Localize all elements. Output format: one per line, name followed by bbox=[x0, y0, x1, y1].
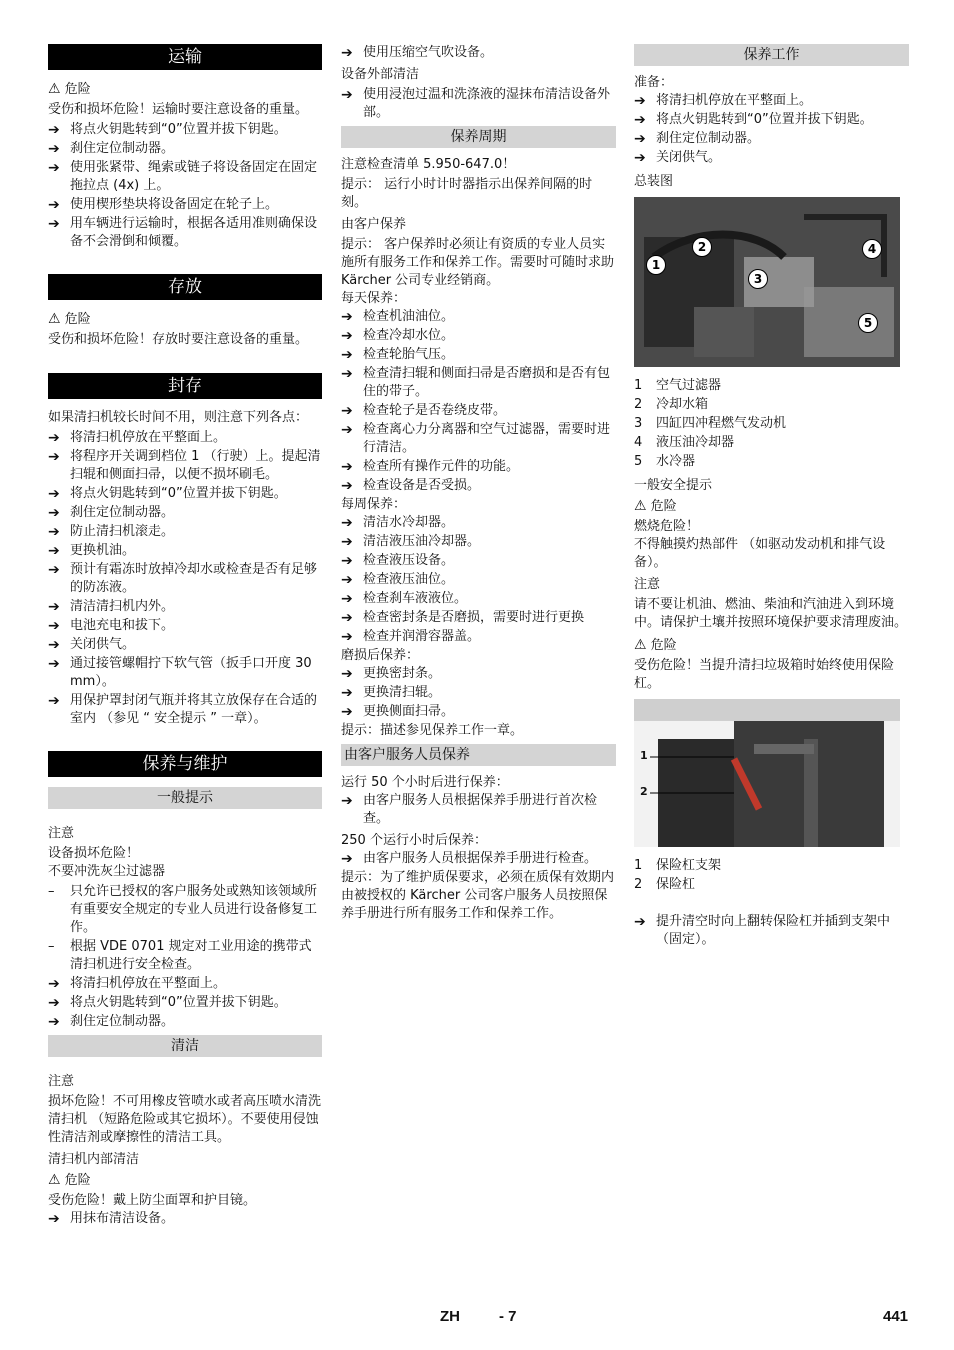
arrow-right-icon: ➔ bbox=[341, 610, 353, 626]
warning-triangle-icon: ⚠ bbox=[48, 81, 61, 97]
list-item: ➔ 通过接管螺帽拧下软气管（扳手口开度 30 mm）。 bbox=[48, 656, 312, 689]
subheading: 准备： bbox=[634, 75, 674, 90]
list-item: ➔ 将点火钥匙转到“0”位置并拔下钥匙。 bbox=[48, 486, 287, 502]
arrow-right-icon: ➔ bbox=[341, 347, 353, 363]
subsection-title-interval: 保养周期 bbox=[341, 126, 616, 148]
arrow-right-icon: ➔ bbox=[341, 666, 353, 682]
subsection-title-general: 一般提示 bbox=[48, 787, 322, 809]
list-item: ➔ 检查液压设备。 bbox=[341, 553, 455, 569]
arrow-right-icon: ➔ bbox=[48, 995, 60, 1011]
warning-triangle-icon: ⚠ bbox=[48, 1172, 61, 1188]
arrow-right-icon: ➔ bbox=[48, 562, 60, 578]
list-item: ➔ 由客户服务人员根据保养手册进行检查。 bbox=[341, 851, 598, 867]
arrow-right-icon: ➔ bbox=[48, 216, 60, 232]
paragraph: 提示：描述参见保养工作一章。 bbox=[341, 723, 524, 738]
list-item: ➔ 检查清扫辊和侧面扫帚是否磨损和是否有包住的带子。 bbox=[341, 366, 611, 399]
list-item: ➔ 关闭供气。 bbox=[48, 637, 136, 653]
subheading: 250 个运行小时后保养： bbox=[341, 833, 487, 848]
list-item: ➔ 检查离心力分离器和空气过滤器，需要时进行清洁。 bbox=[341, 422, 611, 455]
arrow-right-icon: ➔ bbox=[48, 618, 60, 634]
safety-bar-photo bbox=[634, 699, 900, 847]
subheading: 设备外部清洁 bbox=[341, 67, 420, 82]
note-label: 注意 bbox=[48, 1074, 75, 1089]
arrow-right-icon: ➔ bbox=[48, 122, 60, 138]
list-item: ➔ 将点火钥匙转到“0”位置并拔下钥匙。 bbox=[634, 112, 873, 128]
arrow-right-icon: ➔ bbox=[634, 93, 646, 109]
list-item: ➔ 将清扫机停放在平整面上。 bbox=[48, 976, 227, 992]
arrow-right-icon: ➔ bbox=[48, 1014, 60, 1030]
callout-1: 1 bbox=[640, 749, 648, 762]
warning-triangle-icon: ⚠ bbox=[634, 498, 647, 514]
list-item: ➔ 更换机油。 bbox=[48, 543, 136, 559]
list-item: ➔ 用保护罩封闭气瓶并将其立放保存在合适的室内 （参见 “ 安全提示 ” 一章）。 bbox=[48, 693, 318, 726]
danger-text: 受伤危险！当提升清扫垃圾箱时始终使用保险杠。 bbox=[634, 658, 895, 691]
note-label: 注意 bbox=[634, 577, 661, 592]
paragraph: 提示： 运行小时计时器指示出保养间隔的时刻。 bbox=[341, 177, 593, 210]
warning-triangle-icon: ⚠ bbox=[634, 637, 647, 653]
list-item: ➔ 更换侧面扫帚。 bbox=[341, 704, 455, 720]
subheading: 由客户保养 bbox=[341, 217, 407, 232]
list-item: ➔ 用车辆进行运输时，根据各适用准则确保设备不会滑倒和倾覆。 bbox=[48, 216, 318, 249]
subheading: 每周保养： bbox=[341, 497, 407, 512]
arrow-right-icon: ➔ bbox=[48, 449, 60, 465]
note-text: 设备损坏危险！ bbox=[48, 846, 140, 861]
list-item: ➔ 更换清扫辊。 bbox=[341, 685, 442, 701]
footer-lang: ZH bbox=[440, 1308, 460, 1325]
arrow-right-icon: ➔ bbox=[341, 534, 353, 550]
list-item: ➔ 刹住定位制动器。 bbox=[634, 131, 761, 147]
list-item: ➔ 刹住定位制动器。 bbox=[48, 141, 175, 157]
arrow-right-icon: ➔ bbox=[48, 505, 60, 521]
list-item: ➔ 防止清扫机滚走。 bbox=[48, 524, 175, 540]
note-label: 注意 bbox=[48, 826, 75, 841]
arrow-right-icon: ➔ bbox=[634, 150, 646, 166]
danger-notice: ⚠ 危险 bbox=[48, 311, 91, 327]
list-item: ➔ 使用楔形垫块将设备固定在轮子上。 bbox=[48, 197, 279, 213]
footer-page-sub: - 7 bbox=[499, 1308, 517, 1325]
subheading: 一般安全提示 bbox=[634, 478, 713, 493]
arrow-right-icon: ➔ bbox=[634, 914, 646, 930]
subheading: 磨损后保养： bbox=[341, 648, 420, 663]
section-title-maintenance: 保养与维护 bbox=[48, 751, 322, 777]
list-item: ➔ 清洁清扫机内外。 bbox=[48, 599, 175, 615]
list-item: ➔ 将清扫机停放在平整面上。 bbox=[634, 93, 813, 109]
list-item: ➔ 检查刹车液液位。 bbox=[341, 591, 468, 607]
arrow-right-icon: ➔ bbox=[341, 851, 353, 867]
subsection-title-service: 由客户服务人员保养 bbox=[341, 744, 616, 766]
list-item: ➔ 更换密封条。 bbox=[341, 666, 442, 682]
list-item: ➔ 使用浸泡过温和洗涤液的湿抹布清洁设备外部。 bbox=[341, 87, 611, 120]
note-text: 请不要让机油、燃油、柴油和汽油进入到环境中。请保护土壤并按照环境保护要求清理废油。 bbox=[634, 597, 908, 630]
list-item: ➔ 检查密封条是否磨损，需要时进行更换 bbox=[341, 610, 585, 626]
list-item: ➔ 清洁液压油冷却器。 bbox=[341, 534, 481, 550]
arrow-right-icon: ➔ bbox=[341, 366, 353, 382]
arrow-right-icon: ➔ bbox=[634, 131, 646, 147]
arrow-right-icon: ➔ bbox=[341, 591, 353, 607]
paragraph: 提示： 客户保养时必须让有资质的专业人员实施所有服务工作和保养工作。需要时可随时求助 Kärcher 公司专业经销商。 bbox=[341, 237, 615, 288]
callout-5: 5 bbox=[858, 313, 878, 333]
arrow-right-icon: ➔ bbox=[341, 685, 353, 701]
list-item: ➔ 关闭供气。 bbox=[634, 150, 722, 166]
legend-item: 5 水冷器 bbox=[634, 454, 696, 469]
arrow-right-icon: ➔ bbox=[341, 459, 353, 475]
arrow-right-icon: ➔ bbox=[48, 656, 60, 672]
danger-notice: ⚠ 危险 bbox=[634, 498, 677, 514]
arrow-right-icon: ➔ bbox=[341, 572, 353, 588]
paragraph: 提示：为了维护质保要求，必须在质保有效期内由被授权的 Kärcher 公司客户服务人员按照保养手册进行所有服务工作和保养工作。 bbox=[341, 870, 615, 921]
legend-item: 3 四缸四冲程燃气发动机 bbox=[634, 416, 787, 431]
list-item: ➔ 提升清空时向上翻转保险杠并插到支架中 （固定）。 bbox=[634, 914, 891, 947]
arrow-right-icon: ➔ bbox=[341, 478, 353, 494]
subsection-title-cleaning: 清洁 bbox=[48, 1035, 322, 1057]
arrow-right-icon: ➔ bbox=[48, 693, 60, 709]
arrow-right-icon: ➔ bbox=[48, 599, 60, 615]
list-item: – 只允许已授权的客户服务处或熟知该领域所有重要安全规定的专业人员进行设备修复工作。 bbox=[48, 884, 318, 935]
column-left bbox=[48, 44, 322, 1229]
warning-triangle-icon: ⚠ bbox=[48, 311, 61, 327]
list-item: – 根据 VDE 0701 规定对工业用途的携带式清扫机进行安全检查。 bbox=[48, 939, 312, 972]
danger-text: 不得触摸灼热部件 （如驱动发动机和排气设备）。 bbox=[634, 537, 886, 570]
legend-item: 2 保险杠 bbox=[634, 877, 696, 892]
note-text: 损坏危险！不可用橡皮管喷水或者高压喷水清洗清扫机 （短路危险或其它损坏）。不要使用侵蚀性清洁剂或摩擦性的清洁工具。 bbox=[48, 1094, 322, 1145]
callout-3: 3 bbox=[748, 269, 768, 289]
legend-item: 4 液压油冷却器 bbox=[634, 435, 735, 450]
list-item: ➔ 由客户服务人员根据保养手册进行首次检查。 bbox=[341, 793, 598, 826]
list-item: ➔ 检查所有操作元件的功能。 bbox=[341, 459, 520, 475]
arrow-right-icon: ➔ bbox=[341, 553, 353, 569]
list-item: ➔ 将清扫机停放在平整面上。 bbox=[48, 430, 227, 446]
arrow-right-icon: ➔ bbox=[341, 309, 353, 325]
arrow-right-icon: ➔ bbox=[341, 515, 353, 531]
arrow-right-icon: ➔ bbox=[48, 160, 60, 176]
arrow-right-icon: ➔ bbox=[48, 141, 60, 157]
section-title-transport: 运输 bbox=[48, 44, 322, 70]
list-item: ➔ 使用张紧带、绳索或链子将设备固定在固定拖拉点 (4x) 上。 bbox=[48, 160, 318, 193]
list-item: ➔ 刹住定位制动器。 bbox=[48, 1014, 175, 1030]
arrow-right-icon: ➔ bbox=[48, 197, 60, 213]
arrow-right-icon: ➔ bbox=[341, 793, 353, 809]
legend-item: 2 冷却水箱 bbox=[634, 397, 709, 412]
list-item: ➔ 检查液压油位。 bbox=[341, 572, 455, 588]
list-item: ➔ 预计有霜冻时放掉冷却水或检查是否有足够的防冻液。 bbox=[48, 562, 318, 595]
arrow-right-icon: ➔ bbox=[48, 1211, 60, 1227]
footer-page-number: 441 bbox=[883, 1308, 909, 1325]
callout-2: 2 bbox=[692, 237, 712, 257]
list-item: ➔ 检查机油油位。 bbox=[341, 309, 455, 325]
arrow-right-icon: ➔ bbox=[48, 637, 60, 653]
legend-item: 1 保险杠支架 bbox=[634, 858, 722, 873]
list-item: ➔ 检查并润滑容器盖。 bbox=[341, 629, 481, 645]
arrow-right-icon: ➔ bbox=[634, 112, 646, 128]
list-item: ➔ 将点火钥匙转到“0”位置并拔下钥匙。 bbox=[48, 122, 287, 138]
arrow-right-icon: ➔ bbox=[341, 403, 353, 419]
arrow-right-icon: ➔ bbox=[341, 704, 353, 720]
column-right bbox=[634, 44, 909, 950]
list-item: ➔ 使用压缩空气吹设备。 bbox=[341, 45, 494, 61]
danger-notice: ⚠ 危险 bbox=[48, 81, 91, 97]
callout-2: 2 bbox=[640, 785, 648, 798]
legend-item: 1 空气过滤器 bbox=[634, 378, 722, 393]
arrow-right-icon: ➔ bbox=[341, 45, 353, 61]
list-item: ➔ 电池充电和拔下。 bbox=[48, 618, 175, 634]
danger-text: 受伤和损坏危险！存放时要注意设备的重量。 bbox=[48, 332, 309, 347]
callout-4: 4 bbox=[862, 239, 882, 259]
subheading: 总装图 bbox=[634, 174, 674, 189]
arrow-right-icon: ➔ bbox=[48, 430, 60, 446]
note-text: 不要冲洗灰尘过滤器 bbox=[48, 864, 166, 879]
list-item: ➔ 检查设备是否受损。 bbox=[341, 478, 481, 494]
list-item: ➔ 刹住定位制动器。 bbox=[48, 505, 175, 521]
safety-bar-illustration bbox=[634, 699, 900, 847]
danger-notice: ⚠ 危险 bbox=[48, 1172, 91, 1188]
section-title-shutdown: 封存 bbox=[48, 373, 322, 399]
list-item: ➔ 清洁水冷却器。 bbox=[341, 515, 455, 531]
list-item: ➔ 检查轮子是否卷绕皮带。 bbox=[341, 403, 507, 419]
paragraph: 注意检查清单 5.950-647.0！ bbox=[341, 157, 516, 172]
callout-1: 1 bbox=[646, 255, 666, 275]
arrow-right-icon: ➔ bbox=[48, 524, 60, 540]
subheading: 每天保养： bbox=[341, 291, 407, 306]
paragraph: 如果清扫机较长时间不用，则注意下列各点： bbox=[48, 410, 309, 425]
danger-text: 受伤和损坏危险！运输时要注意设备的重量。 bbox=[48, 102, 309, 117]
list-item: ➔ 用抹布清洁设备。 bbox=[48, 1211, 175, 1227]
arrow-right-icon: ➔ bbox=[341, 629, 353, 645]
subsection-title-work: 保养工作 bbox=[634, 44, 909, 66]
engine-overview-photo bbox=[634, 197, 900, 367]
arrow-right-icon: ➔ bbox=[341, 328, 353, 344]
subheading: 运行 50 个小时后进行保养： bbox=[341, 775, 509, 790]
list-item: ➔ 将点火钥匙转到“0”位置并拔下钥匙。 bbox=[48, 995, 287, 1011]
list-item: ➔ 将程序开关调到档位 1 （行驶）上。提起清扫辊和侧面扫帚，以便不损坏刷毛。 bbox=[48, 449, 321, 482]
danger-notice: ⚠ 危险 bbox=[634, 637, 677, 653]
list-item: ➔ 检查轮胎气压。 bbox=[341, 347, 455, 363]
arrow-right-icon: ➔ bbox=[48, 486, 60, 502]
danger-text: 燃烧危险！ bbox=[634, 519, 700, 534]
arrow-right-icon: ➔ bbox=[341, 422, 353, 438]
arrow-right-icon: ➔ bbox=[341, 87, 353, 103]
arrow-right-icon: ➔ bbox=[48, 976, 60, 992]
list-item: ➔ 检查冷却水位。 bbox=[341, 328, 455, 344]
danger-text: 受伤危险！戴上防尘面罩和护目镜。 bbox=[48, 1193, 257, 1208]
column-middle bbox=[341, 44, 616, 925]
subheading: 清扫机内部清洁 bbox=[48, 1152, 140, 1167]
section-title-storage: 存放 bbox=[48, 274, 322, 300]
arrow-right-icon: ➔ bbox=[48, 543, 60, 559]
